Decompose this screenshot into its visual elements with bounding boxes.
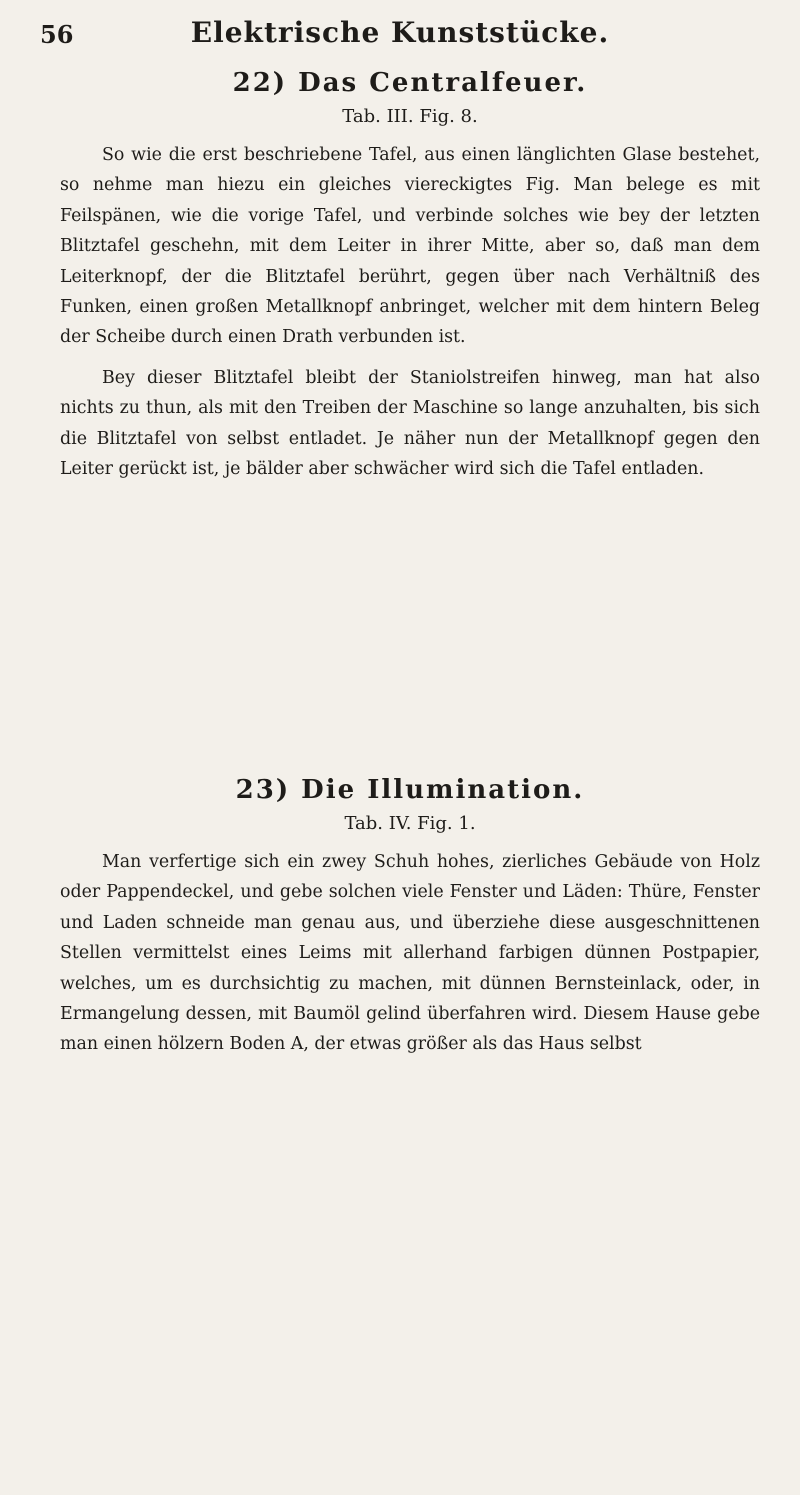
running-title: Elektrische Kunststücke. [190, 16, 610, 49]
paragraph: So wie die erst beschriebene Tafel, aus einen länglichten Glase bestehet, so nehme man hiezu ein gleiches viereckigtes Fig. Man belege es mit Feilspänen, wie die vorige Tafel, und verbinde solches wie bey der letzten Blitztafel geschehn, mit dem Leiter in ihrer Mitte, aber so, daß man dem Leiterknopf, der die Blitztafel berührt, gegen über nach Verhältniß des Funken, einen großen Metallknopf anbringet, welcher mit dem hintern Beleg der Scheibe durch einen Drath verbunden ist. [60, 145, 760, 348]
figure-reference: Tab. IV. Fig. 1. [344, 813, 476, 834]
figure-reference: Tab. III. Fig. 8. [342, 106, 478, 127]
section-central-fire [60, 66, 760, 484]
section-illumination [60, 773, 760, 1060]
page-header [40, 14, 760, 58]
paragraph: Bey dieser Blitztafel bleibt der Staniolstreifen hinweg, man hat also nichts zu thun, als mit den Treiben der Maschine so lange anzuhalten, bis sich die Blitztafel von selbst entladet. Je näher nun der Metallknopf gegen den Leiter gerückt ist, je bälder aber schwächer wird sich die Tafel entladen. [60, 367, 760, 480]
section-title: 23) Die Illumination. [235, 775, 585, 805]
page-number: 56 [40, 20, 74, 49]
paragraph: Man verfertige sich ein zwey Schuh hohes, zierliches Gebäude von Holz oder Pappendeckel, und gebe solchen viele Fenster und Läden: Thüre, Fenster und Laden schneide man genau aus, und überziehe diese ausgeschnittenen Stellen vermittelst eines Leims mit allerhand farbigen dünnen Postpapier, welches, um es durchsichtig zu machen, mit dünnen Bernsteinlack, oder, in Ermangelung dessen, mit Baumöl gelind überfahren wird. Diesem Hause gebe man einen hölzern Boden A, der etwas größer als das Haus selbst [60, 852, 760, 1055]
section-title: 22) Das Centralfeuer. [232, 68, 588, 98]
